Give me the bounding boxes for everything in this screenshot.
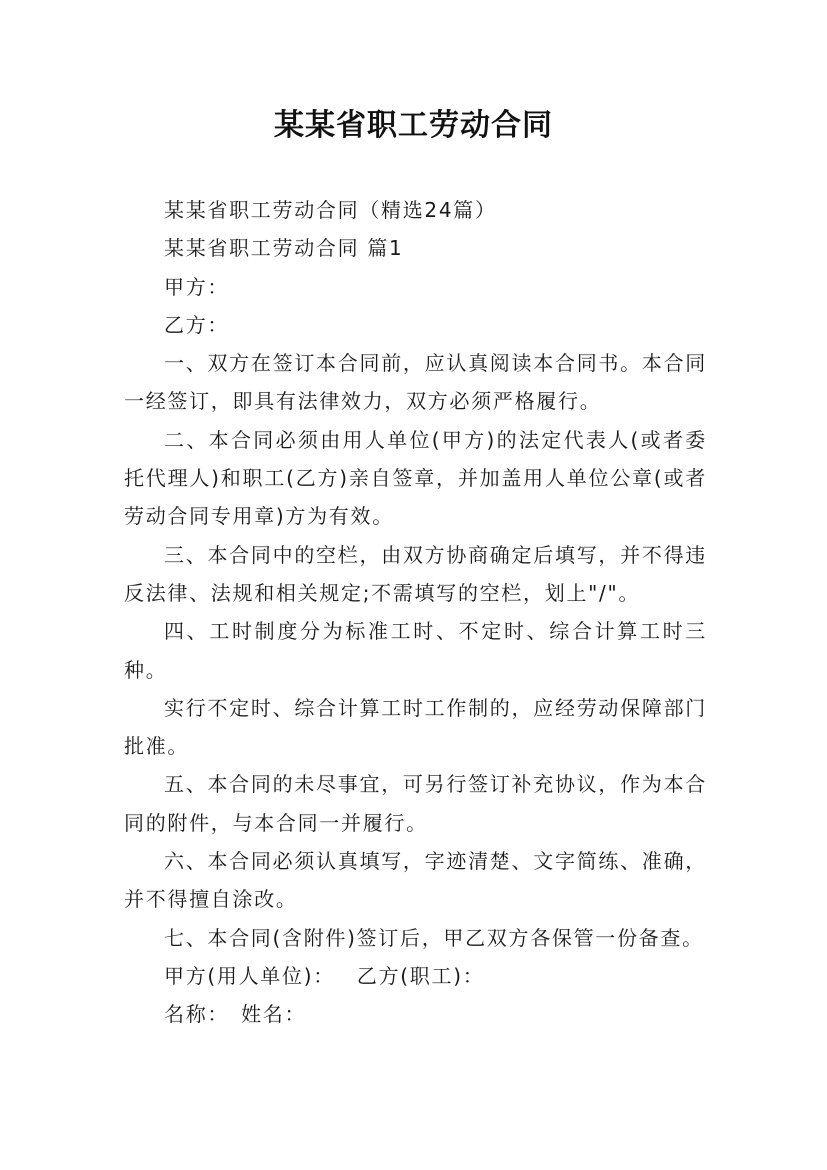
clause-4-note: 实行不定时、综合计算工时工作制的，应经劳动保障部门批准。: [124, 695, 707, 759]
name-label: 名称：: [164, 1002, 230, 1027]
party-a-signature-label: 甲方(用人单位)：: [164, 963, 335, 988]
document-title: 某某省职工劳动合同: [274, 108, 553, 143]
party-b-line: 乙方：: [164, 312, 230, 337]
clause-7: 七、本合同(含附件)签订后，甲乙双方各保管一份备查。: [164, 925, 704, 950]
clause-4: 四、工时制度分为标准工时、不定时、综合计算工时三种。: [124, 619, 707, 682]
clause-6: 六、本合同必须认真填写，字迹清楚、文字简练、准确，并不得擅自涂改。: [124, 849, 707, 912]
document-body: [124, 191, 707, 1034]
clause-5: 五、本合同的未尽事宜，可另行签订补充协议，作为本合同的附件，与本合同一并履行。: [124, 772, 707, 835]
clause-3: 三、本合同中的空栏，由双方协商确定后填写，并不得违反法律、法规和相关规定;不需填写的空栏，划上"/"。: [124, 542, 707, 605]
person-name-label: 姓名：: [241, 1002, 307, 1027]
section-heading: 某某省职工劳动合同 篇1: [164, 236, 404, 261]
signature-names-line: [124, 995, 707, 1033]
clause-2: 二、本合同必须由用人单位(甲方)的法定代表人(或者委托代理人)和职工(乙方)亲自签章，并加盖用人单位公章(或者劳动合同专用章)方为有效。: [124, 427, 707, 529]
clause-1: 一、双方在签订本合同前，应认真阅读本合同书。本合同一经签订，即具有法律效力，双方必须严格履行。: [124, 351, 707, 414]
party-b-signature-label: 乙方(职工)：: [356, 963, 485, 988]
subtitle: 某某省职工劳动合同（精选24篇）: [164, 198, 497, 222]
signature-parties-line: [124, 957, 707, 995]
party-a-line: 甲方：: [164, 274, 230, 299]
